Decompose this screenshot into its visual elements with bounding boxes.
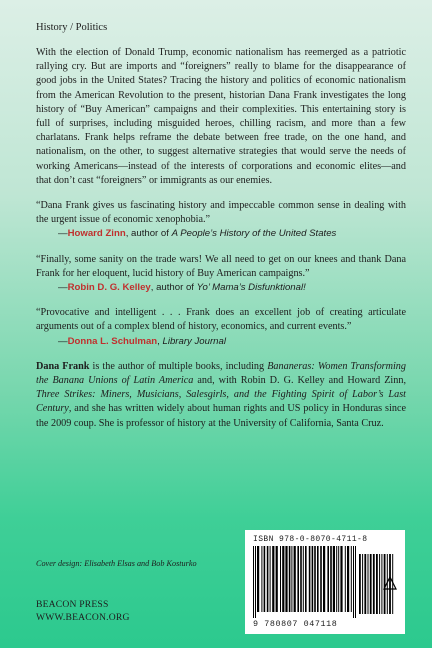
quote-attribution: —Howard Zinn, author of A People’s History of the United States [58,228,337,240]
book-description: With the election of Donald Trump, economic nationalism has reemerged as a patriotic rallying cry. But are imports and “foreigners” really to blame for the disappearance of good jobs in the United States? Tracing the history and politics of economic nationalism from the American Revolution to the present, historian Dana Frank investigates the long history of “Buy American” campaigns and their complexities. This entertaining story is full of surprises, including misguided heroes, chilling racism, and more than a few charlatans. Frank helps reframe the debate between free trade, on the one hand, and nationalism, on the other, to suggest alternative strategies that would serve the needs of working Americans—instead of the interests of corporations and economic elites—and that don’t cast “foreigners” or immigrants as our enemies. [36,47,406,186]
endorsement-quote [36,253,406,296]
quote-author: Howard Zinn [67,228,126,240]
cover-design-credit: Cover design: Elisabeth Elsas and Bob Kosturko [36,559,197,568]
endorsement-quote [36,199,406,242]
author-name: Dana Frank [36,360,90,372]
publisher-name: BEACON PRESS [36,599,109,610]
publisher-block [36,598,130,624]
barcode-bars [253,546,397,618]
isbn-number: ISBN 978-0-8070-4711-8 [253,535,368,544]
quote-attribution: —Donna L. Schulman, Library Journal [58,335,226,347]
quote-text: “Finally, some sanity on the trade wars! We all need to get on our knees and thank Dana Frank for her eloquent, lucid history of Buy American campaigns.” [36,253,406,279]
book-title: Three Strikes: Miners, Musicians, Salesgirls, and the Fighting Spirit of Labor’s Last Century [36,389,406,415]
barcode-digits: 9 780807 047118 [253,619,338,629]
book-title: Bananeras: Women Transforming the Banana Unions of Latin America [36,360,406,387]
quote-author: Robin D. G. Kelley [67,282,151,294]
quote-author-work: Library Journal [162,335,226,347]
quote-author-work: A People’s History of the United States [171,228,337,240]
quote-author-work: Yo’ Mama’s Disfunktional! [196,282,306,294]
triangle-icon [383,576,397,590]
category-label: History / Politics [36,22,108,33]
quote-author: Donna L. Schulman [67,335,158,347]
author-bio: Dana Frank is the author of multiple books, including Bananeras: Women Transforming the Banana Unions of Latin America and, with Robin D. G. Kelley and Howard Zinn, Three Strikes: Miners, Musicians, Salesgirls, and the Fighting Spirit of Labor’s Last Century, and she has written widely about human rights and US policy in Honduras since the 2009 coup. She is professor of history at the University of California, Santa Cruz. [36,360,406,429]
publisher-url: WWW.BEACON.ORG [36,612,130,623]
quote-text: “Provocative and intelligent . . . Frank does an excellent job of creating articulate arguments out of a complex blend of history, economics, and current events.” [36,307,406,333]
quote-text: “Dana Frank gives us fascinating history and impeccable common sense in dealing with the urgent issue of economic xenophobia.” [36,200,406,226]
isbn-barcode [245,530,405,634]
endorsement-quote [36,306,406,349]
quote-attribution: —Robin D. G. Kelley, author of Yo’ Mama’s Disfunktional! [58,282,306,294]
back-cover-content [36,22,406,431]
